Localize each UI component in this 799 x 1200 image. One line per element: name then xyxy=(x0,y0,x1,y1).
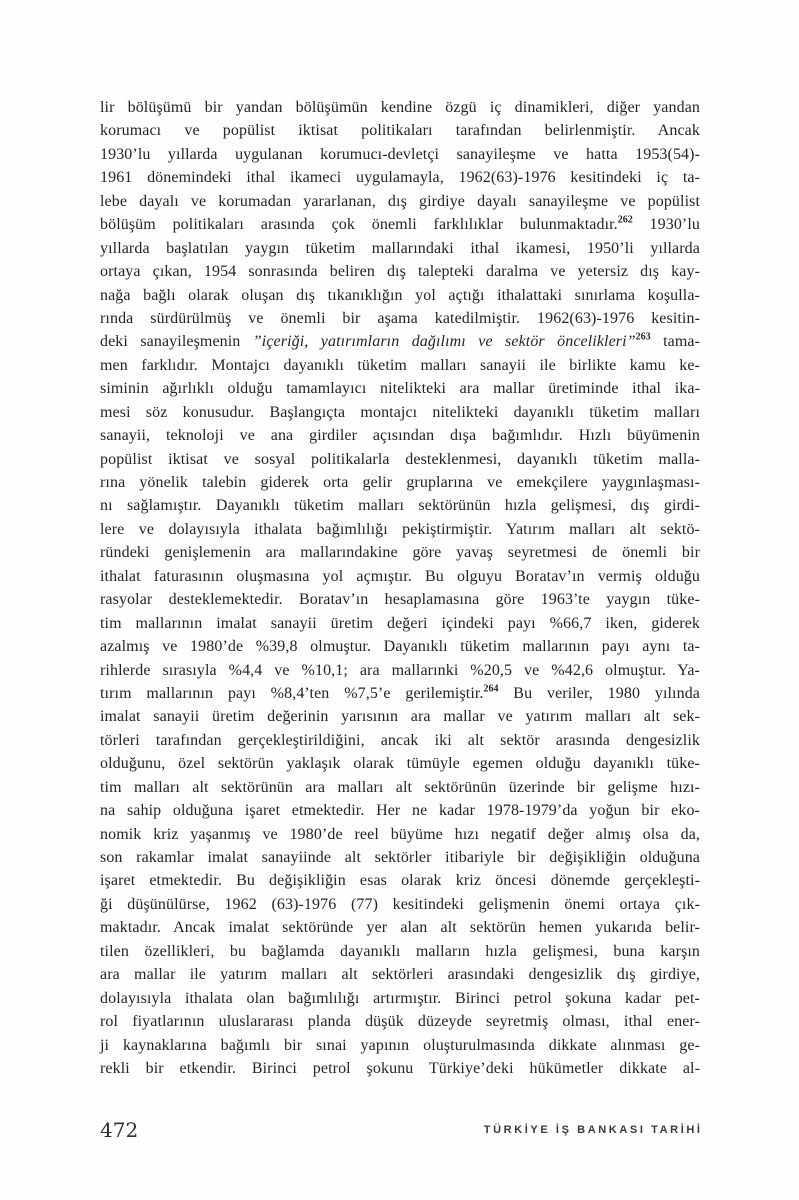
text-line xyxy=(100,284,700,307)
body-text xyxy=(100,96,700,1080)
text-line xyxy=(100,119,700,142)
text-line xyxy=(100,752,700,775)
text-run: nağa bağlı olarak oluşan dış tıkanıklığın yol açtığı ithalattaki sınırlama koşulla- xyxy=(100,286,700,304)
text-line xyxy=(100,729,700,752)
text-run: lebe dayalı ve korumadan yararlanan, dış girdiye dayalı sanayileşme ve popülist xyxy=(100,192,700,210)
text-run: ründeki genişlemenin ara mallarındakine göre yavaş seyretmesi de önemli bir xyxy=(100,544,700,562)
footnote-reference: 263 xyxy=(635,332,651,344)
text-line xyxy=(100,213,700,236)
text-run: tim mallarının imalat sanayii üretim değeri içindeki payı %66,7 iken, giderek xyxy=(100,614,700,632)
text-line xyxy=(100,190,700,213)
running-title: TÜRKİYE İŞ BANKASI TARİHİ xyxy=(483,1124,703,1136)
text-run: ji kaynaklarına bağımlı bir sınai yapının oluşturulmasında dikkate alınması ge- xyxy=(100,1036,700,1054)
text-line xyxy=(100,963,700,986)
text-run: bölüşüm politikaları arasında çok önemli farklılıklar bulunmaktadır. xyxy=(100,216,618,234)
text-line xyxy=(100,846,700,869)
text-run: rol fiyatlarının uluslararası planda düşük düzeyde seyretmiş olması, ithal ener- xyxy=(100,1013,700,1031)
text-run: imalat sanayii üretim değerinin yarısının ara mallar ve yatırım malları alt sek- xyxy=(100,708,700,726)
text-line xyxy=(100,143,700,166)
page-number: 472 xyxy=(100,1118,139,1142)
text-run: ortaya çıkan, 1954 sonrasında beliren dış talepteki daralma ve yetersiz dış kay- xyxy=(100,263,700,281)
text-line xyxy=(100,471,700,494)
text-run: men farklıdır. Montajcı dayanıklı tüketim malları sanayii ile birlikte kamu ke- xyxy=(100,356,700,374)
text-line xyxy=(100,448,700,471)
text-run: rihlerde sırasıyla %4,4 ve %10,1; ara mallarınki %20,5 ve %42,6 olmuştur. Ya- xyxy=(100,661,700,679)
text-run: 1961 dönemindeki ithal ikameci uygulamayla, 1962(63)-1976 kesitindeki iç ta- xyxy=(100,169,700,187)
text-line xyxy=(100,776,700,799)
text-run: rında sürdürülmüş ve önemli bir aşama katedilmiştir. 1962(63)-1976 kesitin- xyxy=(100,309,700,327)
text-run: maktadır. Ancak imalat sektöründe yer alan alt sektörün hemen yukarıda belir- xyxy=(100,919,700,937)
text-line xyxy=(100,659,700,682)
text-line xyxy=(100,1034,700,1057)
text-line xyxy=(100,260,700,283)
text-line xyxy=(100,987,700,1010)
text-line xyxy=(100,354,700,377)
text-run: dolayısıyla ithalata olan bağımlılığı artırmıştır. Birinci petrol şokuna kadar pet- xyxy=(100,989,700,1007)
text-line xyxy=(100,823,700,846)
text-run: popülist iktisat ve sosyal politikalarla desteklenmesi, dayanıklı tüketim malla- xyxy=(100,450,700,468)
text-line xyxy=(100,237,700,260)
text-run: siminin ağırlıklı olduğu tamamlayıcı nitelikteki ara mallar üretiminde ithal ika- xyxy=(100,380,700,398)
text-run: 1930’lu xyxy=(632,216,700,234)
text-line xyxy=(100,377,700,400)
quoted-italic-text: ”içeriği, yatırımların dağılımı ve sektör öncelikleri” xyxy=(252,333,636,351)
text-run: törleri tarafından gerçekleştirildiğini, ancak iki alt sektör arasında dengesizlik xyxy=(100,731,700,749)
text-line xyxy=(100,565,700,588)
footnote-reference: 262 xyxy=(617,214,633,226)
text-run: yıllarda başlatılan yaygın tüketim mallarındaki ithal ikamesi, 1950’li yıllarda xyxy=(100,239,700,257)
text-run: azalmış ve 1980’de %39,8 olmuştur. Dayanıklı tüketim mallarının payı aynı ta- xyxy=(100,638,700,656)
text-run: rasyolar desteklemektedir. Boratav’ın hesaplamasına göre 1963’te yaygın tüke- xyxy=(100,591,700,609)
text-line xyxy=(100,307,700,330)
text-line xyxy=(100,518,700,541)
text-line xyxy=(100,799,700,822)
text-run: son rakamlar imalat sanayiinde alt sektörler itibariyle bir değişikliğin olduğuna xyxy=(100,849,700,866)
text-line xyxy=(100,705,700,728)
text-line xyxy=(100,166,700,189)
text-run: sanayii, teknoloji ve ana girdiler açısından dışa bağımlıdır. Hızlı büyümenin xyxy=(100,427,700,445)
text-run: tama- xyxy=(650,333,700,351)
text-run: ithalat faturasının oluşmasına yol açmıştır. Bu olguyu Boratav’ın vermiş olduğu xyxy=(100,567,700,585)
text-line xyxy=(100,612,700,635)
text-line xyxy=(100,541,700,564)
text-run: Bu veriler, 1980 yılında xyxy=(498,684,700,702)
text-line xyxy=(100,940,700,963)
text-run: lere ve dolayısıyla ithalata bağımlılığı pekiştirmiştir. Yatırım malları alt sektö- xyxy=(100,520,700,538)
text-run: tim malları alt sektörünün ara malları alt sektörünün üzerinde bir gelişme hızı- xyxy=(100,778,700,796)
text-line xyxy=(100,869,700,892)
text-line xyxy=(100,96,700,119)
text-line xyxy=(100,401,700,424)
text-run: olduğunu, özel sektörün yaklaşık olarak tümüyle egemen olduğu dayanıklı tüke- xyxy=(100,755,700,773)
text-line xyxy=(100,330,700,353)
text-line xyxy=(100,494,700,517)
text-line xyxy=(100,424,700,447)
text-line xyxy=(100,682,700,705)
text-run: deki sanayileşmenin xyxy=(100,333,253,351)
page-footer xyxy=(100,1117,703,1143)
text-line xyxy=(100,893,700,916)
text-run: rekli bir etkendir. Birinci petrol şokunu Türkiye’deki hükümetler dikkate al- xyxy=(100,1059,700,1077)
text-run: ği düşünülürse, 1962 (63)-1976 (77) kesitindeki gelişmenin önemi ortaya çık- xyxy=(100,895,700,913)
text-line xyxy=(100,916,700,939)
text-run: korumacı ve popülist iktisat politikaları tarafından belirlenmiştir. Ancak xyxy=(100,122,700,140)
text-run: nı sağlamıştır. Dayanıklı tüketim malları sektörünün hızla gelişmesi, dış girdi- xyxy=(100,497,700,515)
text-run: tilen özellikleri, bu bağlamda dayanıklı malların hızla gelişmesi, buna karşın xyxy=(100,942,700,960)
text-line xyxy=(100,1010,700,1033)
text-run: lir bölüşümü bir yandan bölüşümün kendine özgü iç dinamikleri, diğer yandan xyxy=(100,99,700,116)
text-line xyxy=(100,588,700,611)
text-line xyxy=(100,635,700,658)
text-run: nomik kriz yaşanmış ve 1980’de reel büyüme hızı negatif değer almış olsa da, xyxy=(100,825,700,843)
footnote-reference: 264 xyxy=(483,683,499,695)
text-run: işaret etmektedir. Bu değişikliğin esas olarak kriz öncesi dönemde gerçekleşti- xyxy=(100,872,700,890)
text-run: na sahip olduğuna işaret etmektedir. Her ne kadar 1978-1979’da yoğun bir eko- xyxy=(100,802,700,820)
text-run: mesi söz konusudur. Başlangıçta montajcı nitelikteki dayanıklı tüketim malları xyxy=(100,403,700,421)
text-run: rına yönelik talebin giderek orta gelir gruplarına ve emekçilere yaygınlaşması- xyxy=(100,474,700,491)
text-run: tırım mallarının payı %8,4’ten %7,5’e gerilemiştir. xyxy=(100,684,484,702)
text-run: ara mallar ile yatırım malları alt sektörleri arasındaki dengesizlik dış girdiye, xyxy=(100,966,700,984)
text-run: 1930’lu yıllarda uygulanan korumucı-devletçi sanayileşme ve hatta 1953(54)- xyxy=(100,145,700,163)
text-line xyxy=(100,1057,700,1080)
